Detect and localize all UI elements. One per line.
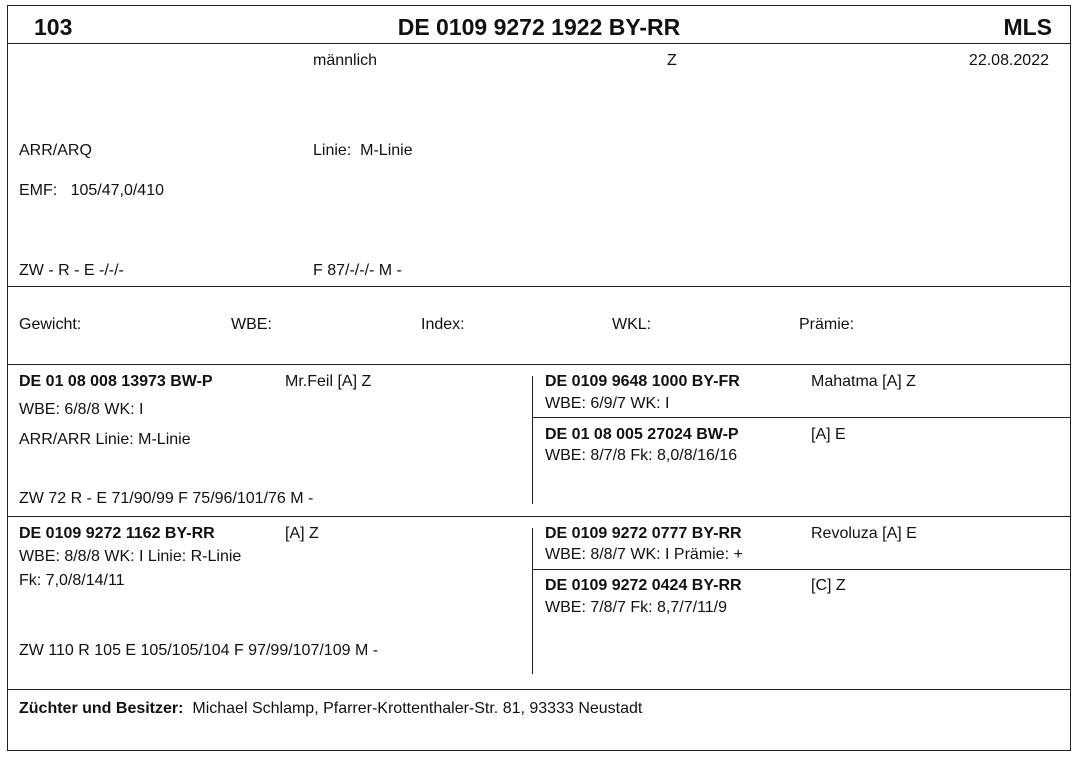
dam-sire-line1: WBE: 8/8/7 WK: I Prämie: + bbox=[545, 546, 743, 563]
emf-value: 105/47,0/410 bbox=[70, 182, 164, 199]
sex-text: männlich bbox=[313, 52, 378, 69]
header-divider bbox=[8, 43, 1070, 44]
sire-line2: ARR/ARR Linie: M-Linie bbox=[19, 431, 191, 448]
dam-sire-name: Revoluza [A] E bbox=[811, 525, 917, 542]
gewicht-label: Gewicht: bbox=[19, 316, 82, 333]
sire-dam-name: [A] E bbox=[811, 426, 846, 443]
breed-code: MLS bbox=[1003, 14, 1052, 40]
line-label: Linie: bbox=[313, 142, 352, 159]
date-text: 22.08.2022 bbox=[968, 52, 1049, 69]
line-field bbox=[313, 142, 413, 160]
dam-zw: ZW 110 R 105 E 105/105/104 F 97/99/107/109 M - bbox=[19, 642, 379, 659]
sire-sire-id: DE 0109 9648 1000 BY-FR bbox=[545, 373, 740, 390]
line-value: M-Linie bbox=[360, 142, 413, 159]
emf-field bbox=[19, 182, 164, 200]
zw-text: ZW - R - E -/-/- bbox=[19, 262, 124, 279]
sire-zw: ZW 72 R - E 71/90/99 F 75/96/101/76 M - bbox=[19, 490, 314, 507]
f-text: F 87/-/-/- M - bbox=[313, 262, 402, 279]
dam-dam-name: [C] Z bbox=[811, 577, 846, 594]
sire-column-divider bbox=[532, 376, 533, 504]
pedigree-card bbox=[7, 5, 1071, 751]
mark-text: Z bbox=[667, 52, 677, 69]
sire-dam-line1: WBE: 8/7/8 Fk: 8,0/8/16/16 bbox=[545, 447, 738, 464]
index-label: Index: bbox=[421, 316, 465, 333]
genotype-text: ARR/ARQ bbox=[19, 142, 92, 159]
dam-dam-line1: WBE: 7/8/7 Fk: 8,7/7/11/9 bbox=[545, 599, 728, 616]
sire-sire-line1: WBE: 6/9/7 WK: I bbox=[545, 395, 670, 412]
breeder-label: Züchter und Besitzer: bbox=[19, 700, 184, 717]
sire-name: Mr.Feil [A] Z bbox=[285, 373, 372, 390]
emf-label: EMF: bbox=[19, 182, 58, 199]
wkl-label: WKL: bbox=[612, 316, 652, 333]
dam-id: DE 0109 9272 1162 BY-RR bbox=[19, 525, 215, 542]
sire-dam-id: DE 01 08 005 27024 BW-P bbox=[545, 426, 739, 443]
dam-parents-divider bbox=[533, 569, 1070, 570]
dam-sire-id: DE 0109 9272 0777 BY-RR bbox=[545, 525, 742, 542]
dam-line1: WBE: 8/8/8 WK: I Linie: R-Linie bbox=[19, 548, 242, 565]
sire-id: DE 01 08 008 13973 BW-P bbox=[19, 373, 213, 390]
dam-column-divider bbox=[532, 528, 533, 674]
dam-line2: Fk: 7,0/8/14/11 bbox=[19, 572, 125, 589]
praemie-label: Prämie: bbox=[799, 316, 855, 333]
sire-sire-name: Mahatma [A] Z bbox=[811, 373, 916, 390]
metrics-divider bbox=[8, 364, 1070, 365]
animal-number: 103 bbox=[34, 14, 73, 40]
info-divider bbox=[8, 286, 1070, 287]
wbe-label: WBE: bbox=[231, 316, 272, 333]
sire-line1: WBE: 6/8/8 WK: I bbox=[19, 401, 144, 418]
dam-name: [A] Z bbox=[285, 525, 319, 542]
breeder-divider bbox=[8, 689, 1070, 690]
breeder-field bbox=[19, 700, 642, 718]
breeder-value: Michael Schlamp, Pfarrer-Krottenthaler-Str. 81, 93333 Neustadt bbox=[192, 700, 643, 717]
ring-id-title: DE 0109 9272 1922 BY-RR bbox=[397, 14, 681, 40]
sire-dam-divider bbox=[8, 516, 1070, 517]
dam-dam-id: DE 0109 9272 0424 BY-RR bbox=[545, 577, 742, 594]
sire-parents-divider bbox=[533, 417, 1070, 418]
